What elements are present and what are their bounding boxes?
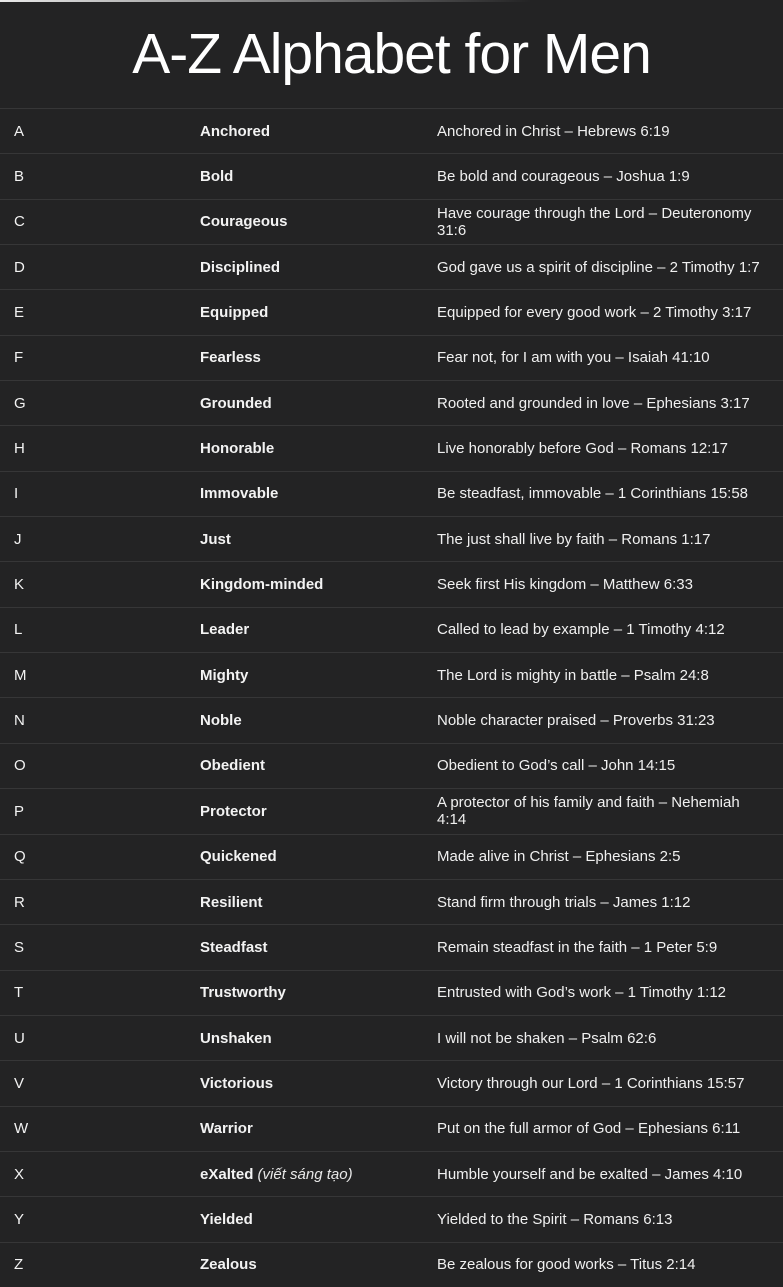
word-text: Victorious (200, 1074, 274, 1092)
table-row (0, 1242, 783, 1287)
verse-cell: Yielded to the Spirit – Romans 6:13 (437, 1210, 673, 1228)
letter-cell: J (14, 530, 22, 548)
verse-cell: Have courage through the Lord – Deuteronomy 31:6 (437, 204, 752, 239)
table-row (0, 153, 783, 198)
word-text: Trustworthy (200, 984, 286, 1002)
letter-cell: K (14, 576, 25, 594)
verse-cell: Made alive in Christ – Ephesians 2:5 (437, 848, 681, 866)
word-cell (188, 894, 425, 911)
verse-cell: Remain steadfast in the faith – 1 Peter 5:9 (437, 938, 718, 956)
page-title: A-Z Alphabet for Men (132, 22, 651, 86)
letter-cell: A (14, 122, 25, 140)
letter-cell: B (14, 168, 25, 186)
verse-cell: Called to lead by example – 1 Timothy 4:12 (437, 621, 725, 639)
table-row (0, 1196, 783, 1241)
verse-cell: Seek first His kingdom – Matthew 6:33 (437, 576, 693, 594)
verse-cell: Humble yourself and be exalted – James 4:10 (437, 1165, 743, 1183)
verse-cell: Equipped for every good work – 2 Timothy 3:17 (437, 304, 752, 322)
letter-cell: S (14, 938, 25, 956)
table-row (0, 970, 783, 1015)
word-text: Yielded (200, 1210, 253, 1228)
table-row (0, 697, 783, 742)
letter-cell: Q (14, 848, 26, 866)
table-row (0, 607, 783, 652)
letter-cell: C (14, 213, 25, 231)
table-row (0, 788, 783, 833)
table-row (0, 380, 783, 425)
letter-cell: L (14, 621, 23, 639)
letter-cell: G (14, 394, 26, 412)
word-text: Warrior (200, 1120, 253, 1138)
word-text: Obedient (200, 757, 266, 775)
verse-cell: I will not be shaken – Psalm 62:6 (437, 1029, 657, 1047)
table-row (0, 879, 783, 924)
word-text: Resilient (200, 893, 263, 911)
letter-cell: Y (14, 1210, 25, 1228)
word-text: Anchored (200, 122, 271, 140)
word-cell (188, 123, 425, 140)
letter-cell: I (14, 485, 19, 503)
word-text: Leader (200, 621, 250, 639)
letter-cell: H (14, 440, 25, 458)
word-text: Unshaken (200, 1029, 272, 1047)
verse-cell: Entrusted with God’s work – 1 Timothy 1:12 (437, 984, 727, 1002)
word-note: (viết sáng tạo) (253, 1165, 353, 1183)
verse-cell: Rooted and grounded in love – Ephesians 3:17 (437, 394, 750, 412)
word-cell (188, 259, 425, 276)
verse-cell: Fear not, for I am with you – Isaiah 41:10 (437, 349, 710, 367)
verse-cell: Put on the full armor of God – Ephesians 6:11 (437, 1120, 741, 1138)
verse-cell: A protector of his family and faith – Nehemiah 4:14 (437, 794, 740, 829)
letter-cell: W (14, 1120, 29, 1138)
table-row (0, 834, 783, 879)
word-cell (188, 213, 425, 230)
word-cell (188, 485, 425, 502)
word-text: Courageous (200, 213, 288, 231)
word-text: Bold (200, 168, 234, 186)
word-cell (188, 939, 425, 956)
word-cell (188, 757, 425, 774)
verse-cell: God gave us a spirit of discipline – 2 Timothy 1:7 (437, 258, 760, 276)
word-cell (188, 440, 425, 457)
verse-cell: Be bold and courageous – Joshua 1:9 (437, 168, 690, 186)
verse-cell: Stand firm through trials – James 1:12 (437, 893, 691, 911)
word-cell (188, 1075, 425, 1092)
word-cell (188, 803, 425, 820)
table-row (0, 1151, 783, 1196)
letter-cell: R (14, 893, 25, 911)
table-row (0, 516, 783, 561)
word-cell (188, 531, 425, 548)
letter-cell: E (14, 304, 25, 322)
word-cell (188, 667, 425, 684)
letter-cell: F (14, 349, 24, 367)
word-text: Fearless (200, 349, 261, 367)
word-text: Noble (200, 712, 242, 730)
table-row (0, 924, 783, 969)
verse-cell: Anchored in Christ – Hebrews 6:19 (437, 122, 670, 140)
table-row (0, 743, 783, 788)
word-cell (188, 1256, 425, 1273)
verse-cell: The just shall live by faith – Romans 1:17 (437, 530, 711, 548)
word-cell (188, 984, 425, 1001)
verse-cell: Obedient to God’s call – John 14:15 (437, 757, 676, 775)
letter-cell: X (14, 1165, 25, 1183)
verse-cell: Noble character praised – Proverbs 31:23 (437, 712, 715, 730)
table-row (0, 335, 783, 380)
word-text: eXalted (200, 1165, 254, 1183)
word-cell (188, 349, 425, 366)
top-edge-highlight (0, 0, 532, 2)
word-cell (188, 712, 425, 729)
verse-cell: Live honorably before God – Romans 12:17 (437, 440, 729, 458)
table-row (0, 244, 783, 289)
word-cell (188, 1030, 425, 1047)
letter-cell: T (14, 984, 24, 1002)
letter-cell: N (14, 712, 25, 730)
page-header (0, 0, 783, 108)
verse-cell: Be steadfast, immovable – 1 Corinthians 15:58 (437, 485, 749, 503)
word-cell (188, 395, 425, 412)
word-text: Grounded (200, 394, 272, 412)
word-cell (188, 304, 425, 321)
letter-cell: O (14, 757, 26, 775)
word-cell (188, 1211, 425, 1228)
word-cell (188, 1120, 425, 1137)
word-text: Equipped (200, 304, 269, 322)
word-text: Zealous (200, 1256, 257, 1274)
table-row (0, 289, 783, 334)
word-text: Mighty (200, 666, 249, 684)
verse-cell: Victory through our Lord – 1 Corinthians 15:57 (437, 1074, 745, 1092)
word-text: Immovable (200, 485, 279, 503)
word-cell (188, 848, 425, 865)
table-row (0, 1015, 783, 1060)
word-text: Disciplined (200, 258, 281, 276)
word-text: Protector (200, 802, 267, 820)
letter-cell: Z (14, 1256, 24, 1274)
word-text: Honorable (200, 440, 275, 458)
table-row (0, 108, 783, 153)
table-row (0, 471, 783, 516)
letter-cell: U (14, 1029, 25, 1047)
verse-cell: The Lord is mighty in battle – Psalm 24:8 (437, 666, 709, 684)
letter-cell: V (14, 1074, 25, 1092)
word-text: Kingdom-minded (200, 576, 324, 594)
word-cell (188, 168, 425, 185)
word-text: Steadfast (200, 938, 268, 956)
word-cell (188, 576, 425, 593)
table-row (0, 652, 783, 697)
table-row (0, 1106, 783, 1151)
table-row (0, 1060, 783, 1105)
word-text: Just (200, 530, 231, 548)
verse-cell: Be zealous for good works – Titus 2:14 (437, 1256, 696, 1274)
word-cell (188, 1166, 425, 1183)
letter-cell: M (14, 666, 27, 684)
table-row (0, 561, 783, 606)
table-row (0, 199, 783, 244)
letter-cell: P (14, 802, 25, 820)
letter-cell: D (14, 258, 25, 276)
word-cell (188, 621, 425, 638)
alphabet-table (0, 108, 783, 1287)
table-row (0, 425, 783, 470)
word-text: Quickened (200, 848, 277, 866)
